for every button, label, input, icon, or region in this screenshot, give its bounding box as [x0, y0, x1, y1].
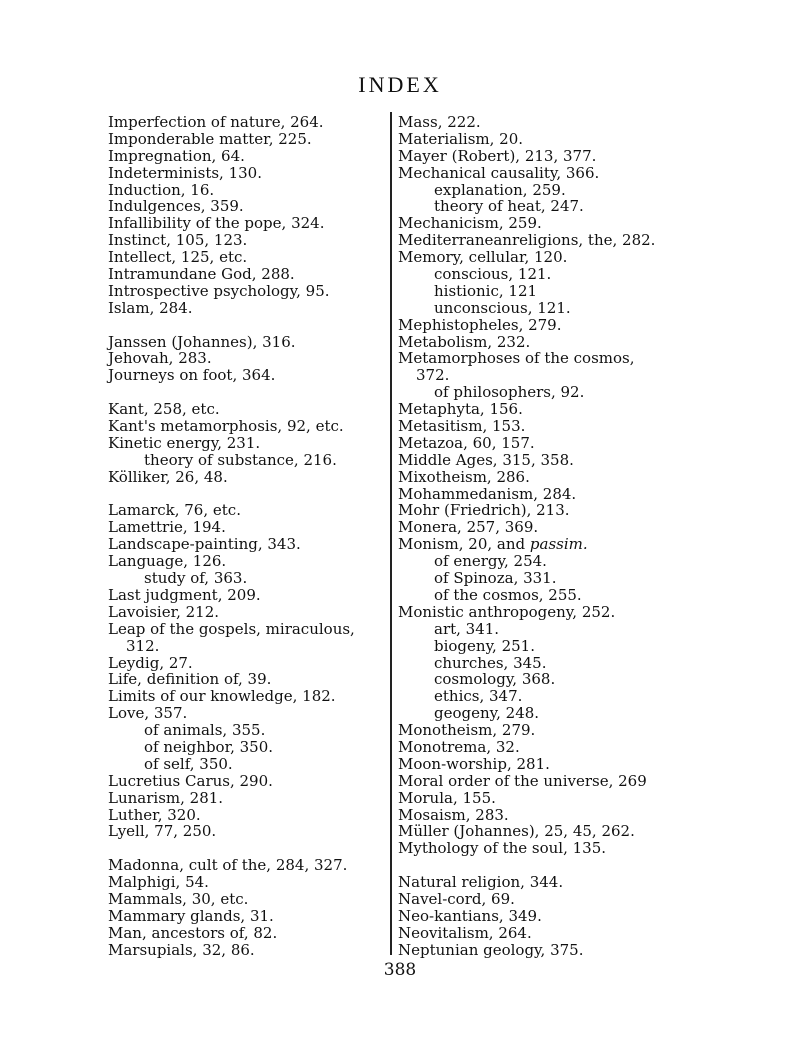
entry-text: Leap of the gospels, miraculous,: [108, 619, 355, 638]
entry-text: Mass, 222.: [398, 113, 481, 131]
index-entry: [398, 418, 698, 435]
index-entry: [398, 486, 698, 503]
entry-text: Infallibility of the pope, 324.: [108, 214, 325, 233]
index-entry: [108, 350, 388, 367]
entry-text: Neptunian geology, 375.: [398, 940, 584, 959]
entry-text: Lamarck, 76, etc.: [108, 501, 241, 520]
entry-text: Malphigi, 54.: [108, 873, 209, 892]
index-entry: [108, 857, 388, 874]
index-entry: [108, 604, 388, 621]
index-entry: [108, 249, 388, 266]
index-entry: [398, 840, 698, 857]
index-subentry: [398, 384, 698, 401]
index-entry: [108, 148, 388, 165]
entry-text: Monera, 257, 369.: [398, 518, 539, 537]
entry-text: of Spinoza, 331.: [434, 569, 557, 588]
index-subentry: [398, 688, 698, 705]
index-subentry: [108, 570, 388, 587]
entry-text: of energy, 254.: [434, 552, 547, 571]
index-subentry: [398, 283, 698, 300]
index-entry: [108, 587, 388, 604]
index-subentry: [398, 587, 698, 604]
index-entry: [108, 891, 388, 908]
index-subentry: [398, 266, 698, 283]
index-entry: [398, 452, 698, 469]
entry-text: Leydig, 27.: [108, 653, 193, 672]
index-entry: [108, 705, 388, 722]
index-entry: [398, 334, 698, 351]
index-entry: [398, 148, 698, 165]
index-entry: [398, 807, 698, 824]
entry-text: Introspective psychology, 95.: [108, 281, 330, 300]
entry-text: Kant's metamorphosis, 92, etc.: [108, 417, 344, 436]
index-entry: [108, 266, 388, 283]
entry-gap: [398, 857, 698, 874]
index-entry: [398, 722, 698, 739]
entry-text: Materialism, 20.: [398, 129, 524, 148]
index-entry: [398, 942, 698, 959]
index-subentry: [398, 198, 698, 215]
entry-text: of neighbor, 350.: [144, 737, 274, 756]
entry-text: Indeterminists, 130.: [108, 163, 262, 182]
index-entry: [108, 536, 388, 553]
entry-text: Memory, cellular, 120.: [398, 248, 568, 267]
index-column-left: [108, 114, 388, 959]
index-entry: [108, 418, 388, 435]
index-subentry: [398, 655, 698, 672]
entry-text: Man, ancestors of, 82.: [108, 923, 278, 942]
entry-text: Mediterraneanreligions, the, 282.: [398, 231, 656, 250]
entry-text: Impregnation, 64.: [108, 146, 245, 165]
entry-text: Metabolism, 232.: [398, 332, 531, 351]
entry-text: Last judgment, 209.: [108, 585, 261, 604]
entry-text: churches, 345.: [434, 653, 547, 672]
index-entry: [398, 519, 698, 536]
index-entry: [108, 807, 388, 824]
index-subentry: [398, 570, 698, 587]
index-entry: [398, 317, 698, 334]
entry-gap: [108, 486, 388, 503]
index-entry: [108, 773, 388, 790]
entry-text: cosmology, 368.: [434, 670, 556, 689]
entry-text: Kölliker, 26, 48.: [108, 467, 228, 486]
entry-text: histionic, 121: [434, 281, 538, 300]
index-entry: [108, 688, 388, 705]
index-entry: [108, 823, 388, 840]
entry-text: Instinct, 105, 123.: [108, 231, 248, 250]
entry-text: Lavoisier, 212.: [108, 602, 220, 621]
entry-text: conscious, 121.: [434, 265, 552, 284]
entry-text: Lyell, 77, 250.: [108, 822, 217, 841]
index-entry: [398, 823, 698, 840]
index-entry: [108, 469, 388, 486]
entry-text: art, 341.: [434, 619, 500, 638]
entry-text: of philosophers, 92.: [434, 383, 585, 402]
index-entry: [398, 773, 698, 790]
page-title: INDEX: [358, 72, 442, 97]
entry-text: theory of substance, 216.: [144, 450, 337, 469]
entry-text: Mechanicism, 259.: [398, 214, 542, 233]
index-entry: [108, 502, 388, 519]
entry-text: ethics, 347.: [434, 687, 523, 706]
entry-text: geogeny, 248.: [434, 704, 540, 723]
entry-text: Intramundane God, 288.: [108, 265, 295, 284]
index-entry: [108, 165, 388, 182]
entry-text: Lucretius Carus, 290.: [108, 771, 273, 790]
index-subentry: [108, 739, 388, 756]
index-entry: [398, 604, 698, 621]
index-entry: [108, 198, 388, 215]
index-subentry: [398, 182, 698, 199]
index-subentry: [108, 452, 388, 469]
index-entry: [398, 502, 698, 519]
entry-text: Mythology of the soul, 135.: [398, 839, 607, 858]
index-entry: [108, 401, 388, 418]
index-entry: [108, 131, 388, 148]
index-entry: [398, 165, 698, 182]
index-entry: [108, 621, 388, 638]
index-entry: [108, 182, 388, 199]
entry-text: Moral order of the universe, 269: [398, 771, 647, 790]
entry-text: Monotrema, 32.: [398, 737, 520, 756]
entry-text: Love, 357.: [108, 704, 188, 723]
index-entry: [398, 435, 698, 452]
index-entry: [108, 367, 388, 384]
entry-text: Metaphyta, 156.: [398, 400, 523, 419]
index-entry: [108, 519, 388, 536]
index-entry: [108, 232, 388, 249]
entry-text: Middle Ages, 315, 358.: [398, 450, 574, 469]
index-subentry: [398, 553, 698, 570]
entry-text: explanation, 259.: [434, 180, 566, 199]
entry-text: Metasitism, 153.: [398, 417, 526, 436]
index-subentry: [108, 722, 388, 739]
index-entry: [108, 283, 388, 300]
entry-text: Lunarism, 281.: [108, 788, 224, 807]
index-entry: [108, 215, 388, 232]
entry-text: Mosaism, 283.: [398, 805, 509, 824]
index-subentry: [398, 367, 698, 384]
index-subentry: [398, 671, 698, 688]
index-entry: [108, 655, 388, 672]
index-entry: [398, 114, 698, 131]
entry-text: Monism, 20, and: [398, 535, 530, 554]
index-entry: [108, 874, 388, 891]
index-entry: [108, 925, 388, 942]
entry-text: theory of heat, 247.: [434, 197, 584, 216]
entry-text: Life, definition of, 39.: [108, 670, 272, 689]
page-number: 388: [383, 960, 417, 980]
entry-text: Müller (Johannes), 25, 45, 262.: [398, 822, 635, 841]
index-subentry: [398, 300, 698, 317]
entry-text: Luther, 320.: [108, 805, 201, 824]
entry-text: Journeys on foot, 364.: [108, 366, 276, 385]
entry-text: Marsupials, 32, 86.: [108, 940, 255, 959]
entry-text: Language, 126.: [108, 552, 227, 571]
entry-text: Imperfection of nature, 264.: [108, 113, 324, 131]
index-entry: [108, 671, 388, 688]
index-entry: [108, 790, 388, 807]
entry-text: Indulgences, 359.: [108, 197, 244, 216]
entry-text: of animals, 355.: [144, 721, 266, 740]
entry-gap: [108, 317, 388, 334]
entry-text: Madonna, cult of the, 284, 327.: [108, 856, 348, 875]
index-entry: [108, 300, 388, 317]
index-entry: [108, 942, 388, 959]
entry-text: Kant, 258, etc.: [108, 400, 220, 419]
entry-text: Janssen (Johannes), 316.: [108, 332, 296, 351]
index-subentry: [398, 705, 698, 722]
entry-text: Induction, 16.: [108, 180, 215, 199]
entry-text: Metamorphoses of the cosmos,: [398, 349, 635, 368]
index-entry: [398, 215, 698, 232]
entry-gap: [108, 384, 388, 401]
entry-text: study of, 363.: [144, 569, 248, 588]
entry-text: Islam, 284.: [108, 298, 193, 317]
entry-text: Mayer (Robert), 213, 377.: [398, 146, 597, 165]
entry-text: Natural religion, 344.: [398, 873, 564, 892]
index-entry: [108, 114, 388, 131]
entry-text: Imponderable matter, 225.: [108, 129, 312, 148]
index-entry: [398, 350, 698, 367]
entry-text: Kinetic energy, 231.: [108, 433, 261, 452]
index-entry: [398, 536, 698, 553]
column-divider: [390, 112, 392, 955]
index-entry: [398, 891, 698, 908]
entry-text: Mechanical causality, 366.: [398, 163, 600, 182]
index-subentry: [108, 756, 388, 773]
index-subentry: [398, 621, 698, 638]
index-subentry: [398, 638, 698, 655]
index-entry: [398, 908, 698, 925]
index-entry: [398, 739, 698, 756]
entry-text: Neo-kantians, 349.: [398, 906, 542, 925]
entry-text: of the cosmos, 255.: [434, 585, 582, 604]
index-entry: [398, 756, 698, 773]
entry-text: 312.: [126, 636, 160, 655]
index-entry: [398, 874, 698, 891]
entry-text: unconscious, 121.: [434, 298, 571, 317]
index-entry: [398, 790, 698, 807]
index-entry: [398, 925, 698, 942]
index-entry: [398, 232, 698, 249]
index-column-right: [398, 114, 698, 959]
entry-text: 372.: [416, 366, 450, 385]
entry-text: Limits of our knowledge, 182.: [108, 687, 336, 706]
entry-text: Lamettrie, 194.: [108, 518, 226, 537]
entry-gap: [108, 840, 388, 857]
entry-text: biogeny, 251.: [434, 636, 535, 655]
entry-text: Monistic anthropogeny, 252.: [398, 602, 616, 621]
index-entry: [108, 334, 388, 351]
entry-text: Navel-cord, 69.: [398, 889, 515, 908]
entry-text: Mammary glands, 31.: [108, 906, 274, 925]
index-entry: [108, 435, 388, 452]
entry-text: Mammals, 30, etc.: [108, 889, 249, 908]
entry-text: Jehovah, 283.: [108, 349, 212, 368]
entry-text: of self, 350.: [144, 754, 233, 773]
entry-text: Metazoa, 60, 157.: [398, 433, 535, 452]
entry-text: Neovitalism, 264.: [398, 923, 532, 942]
entry-italic-text: passim.: [529, 535, 588, 554]
entry-text: Mohr (Friedrich), 213.: [398, 501, 570, 520]
entry-text: Mixotheism, 286.: [398, 467, 530, 486]
index-entry: [398, 401, 698, 418]
entry-text: Monotheism, 279.: [398, 721, 536, 740]
entry-text: Morula, 155.: [398, 788, 496, 807]
index-entry: [108, 553, 388, 570]
index-entry: [398, 469, 698, 486]
entry-text: Landscape-painting, 343.: [108, 535, 301, 554]
index-entry: [108, 908, 388, 925]
entry-text: Mohammedanism, 284.: [398, 484, 577, 503]
index-entry: [398, 131, 698, 148]
entry-text: Mephistopheles, 279.: [398, 315, 562, 334]
entry-text: Moon-worship, 281.: [398, 754, 550, 773]
index-subentry: [108, 638, 388, 655]
index-entry: [398, 249, 698, 266]
entry-text: Intellect, 125, etc.: [108, 248, 248, 267]
